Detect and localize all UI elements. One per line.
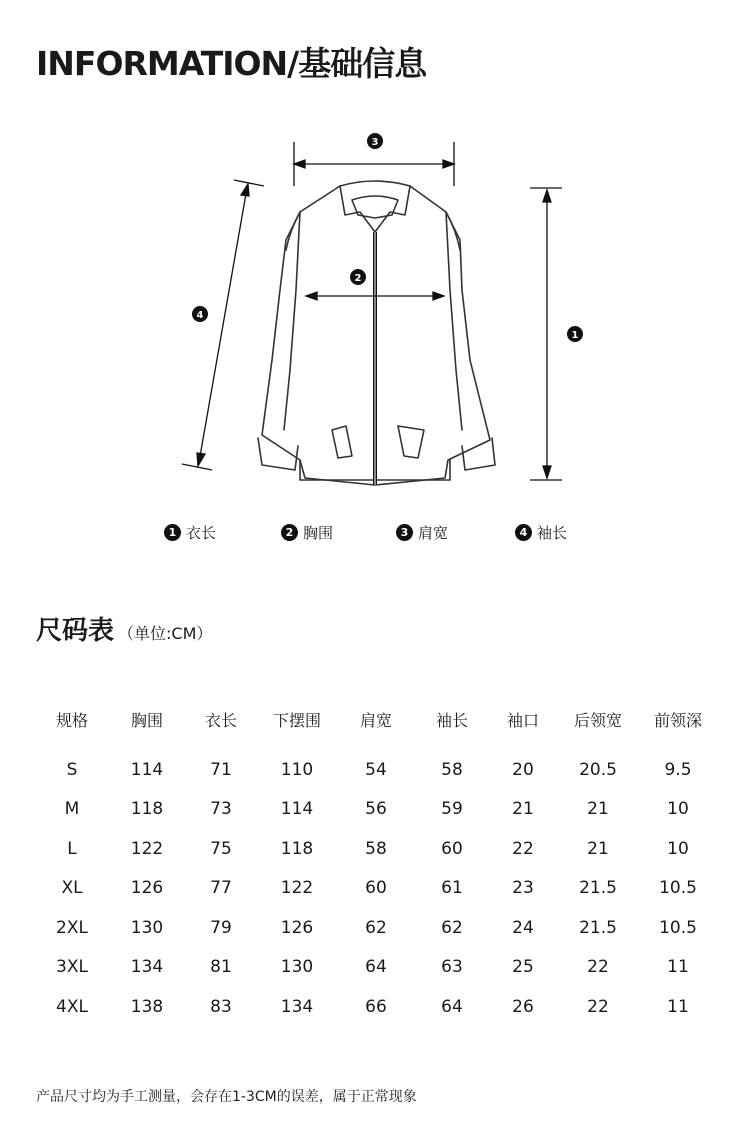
sleeve-arrow [182, 180, 264, 470]
table-cell: 73 [210, 799, 232, 820]
table-cell: 10.5 [659, 917, 697, 938]
table-cell: 21 [587, 838, 609, 859]
column-header: 规格 [55, 710, 88, 730]
svg-text:3: 3 [371, 137, 379, 148]
size-chart-unit: （单位:CM） [118, 624, 213, 643]
table-cell: 22 [512, 838, 534, 859]
table-cell: 114 [280, 799, 314, 820]
table-cell: 59 [441, 799, 463, 820]
table-cell: 110 [280, 759, 314, 780]
table-row [34, 948, 734, 988]
table-cell: XL [61, 878, 83, 899]
table-cell: 20.5 [579, 759, 617, 780]
table-cell: 2XL [56, 917, 88, 938]
column-header: 前领深 [653, 710, 702, 730]
table-cell: 10 [667, 799, 689, 820]
table-cell: 126 [280, 917, 314, 938]
size-chart-title [36, 610, 212, 647]
table-cell: 10 [667, 838, 689, 859]
table-cell: 63 [441, 957, 463, 978]
legend-label: 肩宽 [418, 524, 449, 542]
legend-item-sleeve [515, 522, 567, 543]
legend-label: 袖长 [537, 524, 568, 542]
svg-text:2: 2 [354, 273, 362, 284]
table-cell: 61 [441, 878, 463, 899]
column-header: 肩宽 [359, 710, 392, 730]
table-cell: 3XL [56, 957, 88, 978]
measurement-note: 产品尺寸均为手工测量，会存在1-3CM的误差，属于正常现象 [36, 1089, 417, 1105]
marker-2 [350, 269, 366, 285]
table-cell: 56 [365, 799, 387, 820]
marker-3 [367, 133, 383, 149]
legend-item-chest [281, 522, 333, 543]
marker-4 [192, 306, 208, 322]
column-header: 胸围 [130, 710, 163, 730]
table-cell: 24 [512, 917, 534, 938]
table-cell: 10.5 [659, 878, 697, 899]
table-cell: 11 [667, 957, 689, 978]
table-row [34, 987, 734, 1027]
table-cell: 126 [130, 878, 164, 899]
table-cell: L [67, 838, 77, 859]
table-cell: 62 [441, 917, 463, 938]
table-row [34, 790, 734, 830]
table-cell: 122 [130, 838, 164, 859]
table-cell: 20 [512, 759, 534, 780]
table-header-row [34, 700, 734, 738]
table-cell: 9.5 [664, 759, 692, 780]
table-cell: 130 [130, 917, 164, 938]
table-cell: 23 [512, 878, 534, 899]
legend-number: 4 [515, 524, 532, 541]
jacket-measurement-diagram [0, 120, 750, 500]
page-title: INFORMATION/基础信息 [36, 44, 427, 83]
column-header: 袖口 [506, 710, 539, 730]
column-header: 袖长 [435, 710, 468, 730]
column-header: 后领宽 [573, 710, 622, 730]
table-cell: 22 [587, 957, 609, 978]
table-cell: 71 [210, 759, 232, 780]
svg-text:4: 4 [196, 310, 204, 321]
table-cell: S [66, 759, 78, 780]
table-cell: 60 [441, 838, 463, 859]
table-cell: 4XL [56, 996, 88, 1017]
table-cell: 64 [365, 957, 387, 978]
table-cell: 118 [130, 799, 164, 820]
svg-text:1: 1 [571, 330, 579, 341]
table-cell: 25 [512, 957, 534, 978]
table-cell: 122 [280, 878, 314, 899]
table-cell: 66 [365, 996, 387, 1017]
table-row [34, 829, 734, 869]
table-cell: 79 [210, 917, 232, 938]
table-cell: 77 [210, 878, 232, 899]
legend-item-length [164, 522, 216, 543]
table-cell: 58 [365, 838, 387, 859]
size-table [34, 700, 734, 1027]
table-cell: 134 [130, 957, 164, 978]
table-cell: 134 [280, 996, 314, 1017]
table-cell: 64 [441, 996, 463, 1017]
table-cell: 21 [512, 799, 534, 820]
table-cell: 75 [210, 838, 232, 859]
table-row [34, 908, 734, 948]
column-header: 衣长 [204, 710, 237, 730]
measurement-legend [0, 522, 750, 548]
legend-label: 衣长 [186, 524, 217, 542]
table-cell: 11 [667, 996, 689, 1017]
table-cell: 21 [587, 799, 609, 820]
table-cell: 62 [365, 917, 387, 938]
table-cell: 54 [365, 759, 387, 780]
table-cell: 81 [210, 957, 232, 978]
legend-number: 1 [164, 524, 181, 541]
table-cell: 130 [280, 957, 314, 978]
legend-number: 2 [281, 524, 298, 541]
table-cell: 58 [441, 759, 463, 780]
table-row [34, 869, 734, 909]
column-header: 下摆围 [272, 710, 321, 730]
length-arrow [530, 188, 562, 480]
table-cell: M [64, 799, 80, 820]
table-cell: 21.5 [579, 917, 617, 938]
legend-label: 胸围 [303, 524, 334, 542]
table-cell: 60 [365, 878, 387, 899]
table-cell: 22 [587, 996, 609, 1017]
marker-1 [567, 326, 583, 342]
table-cell: 26 [512, 996, 534, 1017]
table-cell: 138 [130, 996, 164, 1017]
table-cell: 83 [210, 996, 232, 1017]
table-cell: 21.5 [579, 878, 617, 899]
table-cell: 118 [280, 838, 314, 859]
size-chart-heading: 尺码表 [36, 616, 115, 646]
table-row [34, 750, 734, 790]
table-cell: 114 [130, 759, 164, 780]
legend-number: 3 [396, 524, 413, 541]
legend-item-shoulder [396, 522, 448, 543]
